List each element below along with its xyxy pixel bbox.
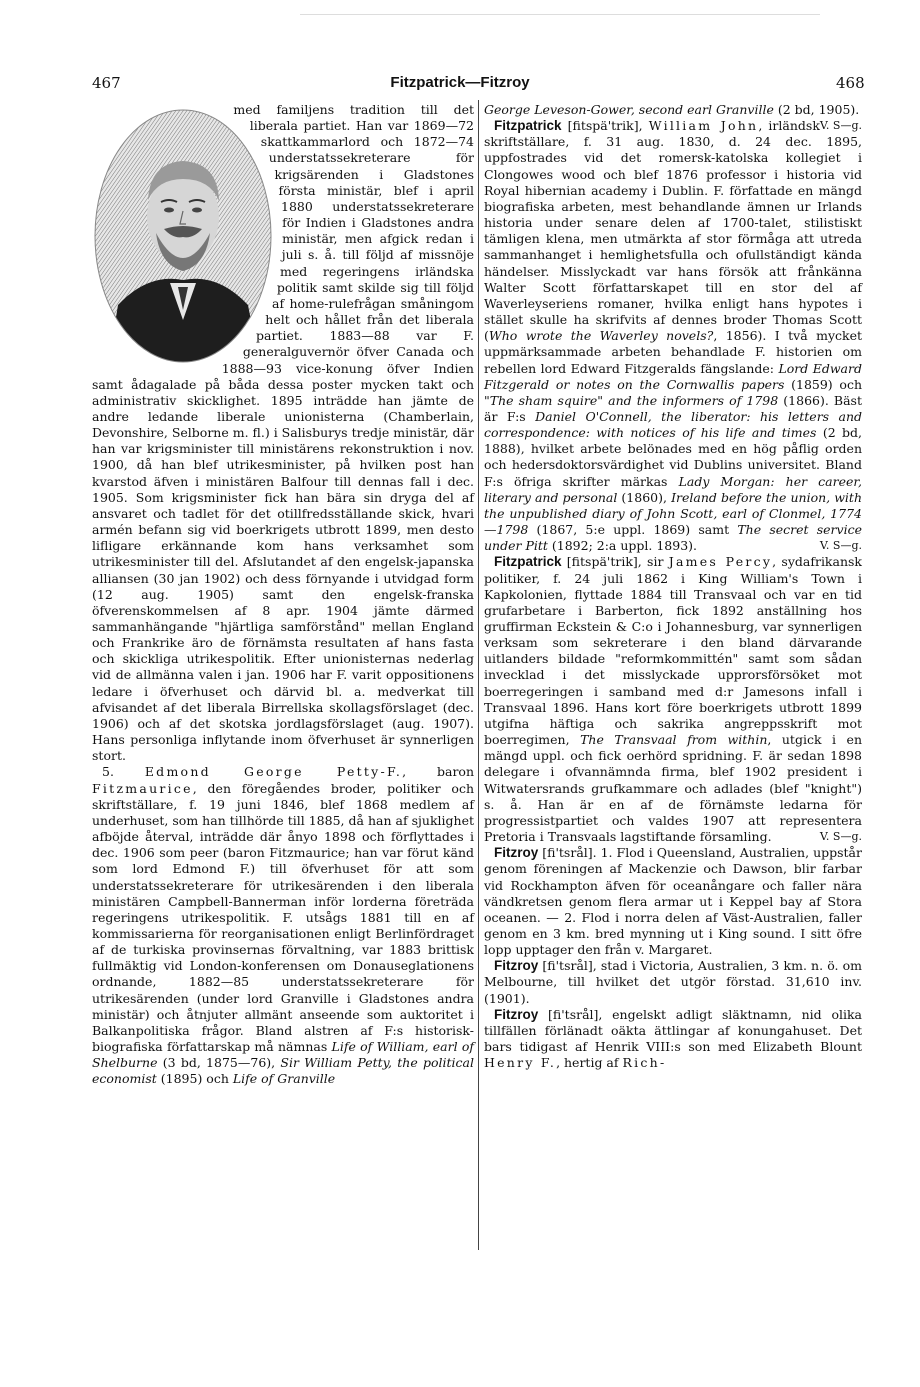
work-title: Ireland before the union, with the unpublished diary of John Scott, earl of Clonmel, 1774—1798 [484,489,862,538]
left-column [92,102,474,1088]
entry-text: (1867, 5:e uppl. 1869) samt [528,522,738,538]
entry-headword: Fitzroy [494,958,539,974]
entry-paragraph [484,1007,862,1072]
work-title: Life of William, earl of Shelburne [92,1039,474,1071]
entry-text: , irländsk skriftställare, f. 31 aug. 1830, d. 24 dec. 1895, uppfostrades vid det romersk-katolska kollegiet i Clongowes wood och blef 1876 professor i historia vid Royal hibernian academy i Dublin. F. författade en mängd biografiska arbeten, mest behandlande ämnen ur Irlands historia under senare delen af 1700-talet, stilistiskt tämligen klena, men utmärkta af stor förmåga att utreda sammanhanget i hemlighetsfulla och ofullständigt kända händelser. Misslyckadt var hans försök att frånkänna Walter Scott författarskapet till en stor del af Waverleyseriens romaner, hvilka enligt hans hypotes i stället skulle ha skrifvits af dennes broder Thomas Scott ( [484,118,862,344]
entry-text: , hertig af [556,1055,623,1071]
work-title: The secret service under Pitt [484,522,862,554]
person-name: Edmond George Petty-F. [144,764,403,780]
work-title: George Leveson-Gower, second earl Granville [484,102,774,117]
portrait-image [88,105,278,367]
entry-text: (1860), [617,489,672,505]
entry-headword: Fitzroy [494,845,539,861]
page-number-right: 468 [836,74,865,92]
work-title: Lady Morgan: her career, literary and personal [484,473,862,505]
entry-text: (1895) och [156,1071,233,1087]
entry-text: [fi'tsrål], stad i Victoria, Australien, 3 km. n. ö. om Melbourne, till hvilket det utgör förstad. 31,610 inv. (1901). [484,958,862,1006]
work-title: Who wrote the Waverley novels? [488,328,714,344]
portrait-engraving [88,105,278,367]
entry-number: 5. [102,764,114,780]
entry-paragraph [484,958,862,1006]
entry-text: [fi'tsrål], engelskt adligt släktnamn, nid olika tillfällen förlänadt oäkta ättlingar af konungahuset. Det bars tidigast af Henrik VIII:s son med Elizabeth Blount [484,1006,862,1055]
entry-headword: Fitzroy [494,1006,539,1022]
entry-text: (1866). Bäst är F:s [484,392,862,424]
entry-text: (2 bd, 1888), hvilket arbete belönades med en hög påflig orden och hedersdoktorsvärdighet vid Dublins universitet. Bland F:s öfriga skrifter märkas [484,425,862,489]
scan-edge-line [300,14,820,15]
person-title: Fitzmaurice [92,780,193,796]
page-header [0,74,920,94]
work-title: "The sham squire" and the informers of 1798 [484,392,779,408]
entry-paragraph [484,118,862,554]
entry-text: , den föregåendes broder, politiker och skriftställare, f. 19 juni 1846, blef 1868 medlem af underhuset, som han tillhörde till 1885, då han af sjuklighet afböjde återval, inträdde där ånyo 1898 och förflyttades i dec. 1906 som peer (baron Fitzmaurice; han var förut känd som lord Edmond F.) till öfverhuset för att som understatssekreterare för utrikesärenden i den liberala ministären Campbell-Bannerman inför lorderna företräda regeringens utrikespolitik. F. utsågs 1881 till en af kommissarierna för reorganisationen enligt Berlinfördraget af de turkiska provinsernas förvaltning, var 1883 brittisk fullmäktig vid London-konferensen om Donauseglationens ordnande, 1882—85 understatssekreterare för utrikesärenden (under lord Granville i Gladstones andra ministär) och åtnjuter allmänt anseende som auktoritet i Balkanpolitiska frågor. Bland alstren af F:s historisk-biografiska författarskap må nämnas [92,780,474,1055]
entry-paragraph [92,764,474,1087]
work-title: Lord Edward Fitzgerald or notes on the Cornwallis papers [484,360,862,392]
work-title: Life of Granville [232,1071,336,1087]
entry-paragraph [484,554,862,845]
pronunciation: [fitspä'trik], [561,118,649,134]
entry-paragraph [484,845,862,958]
person-name: James Percy [668,554,773,570]
entry-text: (1892; 2:a uppl. 1893). [547,538,698,554]
entry-text: (3 bd, 1875—76), [157,1055,281,1071]
entry-headword: Fitzpatrick [494,554,562,570]
person-name: Henry F. [484,1055,557,1071]
entry-headword: Fitzpatrick [494,118,562,134]
entry-text: (2 bd, 1905). [773,102,860,117]
entry-text: , utgick i en mängd uppl. och fick oerhörd spridning. F. är sedan 1898 delegare i ofvannämnda firma, blef 1902 president i Witwatersrands grufkammare och adlades (blef "knight") s. å. Han är en af de förnämste ledarna för progressistpartiet och valdes 1907 att representera Pretoria i Transvaals lagstiftande församling. [484,732,862,845]
work-title: Daniel O'Connell, the liberator: his letters and correspondence: with notices of his life and times [484,408,862,441]
author-signature: V. S—g. [819,539,862,553]
column-divider [478,100,479,1250]
entry-text: , 1856). I två mycket uppmärksammade arbeten behandlade F. historien om rebellen lord Edward Fitzgeralds fängslande: [484,328,863,376]
author-signature: V. S—g. [819,119,862,133]
entry-text: , baron [402,764,474,780]
entry-text: , sydafrikansk politiker, f. 24 juli 1862 i King William's Town i Kapkolonien, flyttade 1884 till Transvaal och var en tid grufarbetare i Barberton, fick 1892 anställning hos gruffirman Eckstein & C:o i Johannesburg, var synnerligen verksam som sekreterare i den bland därvarande uitlanders bildade "reformkommittén" samt som sådan invecklad i det misslyckade upprorsförsöket mot boerregeringen i samband med d:r Jamesons infall i Transvaal 1896. Hans kort före boerkrigets utbrott 1899 utgifna häftiga och sakrika angreppsskrift mot boerregimen, [484,554,863,748]
right-column [484,102,862,1071]
entry-text: med familjens tradition till det liberala partiet. Han var 1869—72 skattkammarlord och 1872—74 understatssekreterare för krigsärenden i Gladstones första ministär, blef i april 1880 understatssekreterare för Indien i Gladstones andra ministär, men afgick redan i juli s. å. till följd af missnöje med regeringens irländska politik samt skilde sig till följd af home-rulefrågan småningom helt och hållet från det liberala partiet. 1883—88 var F. generalguvernör öfver Canada och 1888—93 vice-konung öfver Indien samt ådagalade på båda dessa poster mycken takt och administrativ skicklighet. 1895 inträdde han jämte de andre ledande liberale unionisterna (Chamberlain, Devonshire, Selborne m. fl.) i Salisburys tredje ministär, där han var krigsminister till ministärens rekonstruktion i nov. 1900, då han blef utrikesminister, på hvilken post han kvarstod äfven i ministären Balfour till dennas fall i dec. 1905. Som krigsminister fick han bära sin dryga del af ansvaret och tadlet för det otillfredsställande skick, hvari armén befann sig vid boerkrigets utbrott 1899, men desto lifligare erkännande kom hans verksamhet som utrikesminister till del. Afslutandet af den engelsk-japanska alliansen (30 jan 1902) och dess förnyande i utvidgad form (12 aug. 1905) samt den engelsk-franska öfverenskommelsen af 8 apr. 1904 jämte därmed sammanhängande "hjärtliga samförstånd" mellan England och Frankrike äro de förnämsta resultaten af hans fasta och skickliga utrikespolitik. Efter unionisternas nederlag vid de allmänna valen i jan. 1906 har F. varit oppositionens ledare i öfverhuset och därvid bl. a. medverkat till afvisandet af det liberala Birrellska skollagsförslaget (dec. 1906) och af det skotska jordlagsförslaget (aug. 1907). Hans personliga inflytande inom öfverhuset är synnerligen stort. [92,102,474,764]
entry-paragraph [92,102,474,764]
entry-text: [fi'tsrål]. 1. Flod i Queensland, Australien, uppstår genom föreningen af Mackenzie och Dawson, blir farbar vid Rockhampton äfven för oceanångare och faller nära vändkretsen genom flera armar ut i Keppel bay af Stora oceanen. — 2. Flod i norra delen af Väst-Australien, faller genom en 3 km. bred mynning ut i King sound. I sitt öfre lopp upptager den från v. Margaret. [484,845,862,958]
page-number-left: 467 [92,74,121,92]
pronunciation: [fitspä'trik], sir [561,554,669,570]
author-signature: V. S—g. [819,830,862,844]
work-title: Sir William Petty, the political economist [92,1055,474,1087]
running-head: Fitzpatrick—Fitzroy [390,74,530,91]
person-name: William John [648,118,759,134]
person-title: Rich- [622,1055,667,1071]
work-title: The Transvaal from within [580,732,768,748]
entry-text: (1859) och [784,376,862,392]
